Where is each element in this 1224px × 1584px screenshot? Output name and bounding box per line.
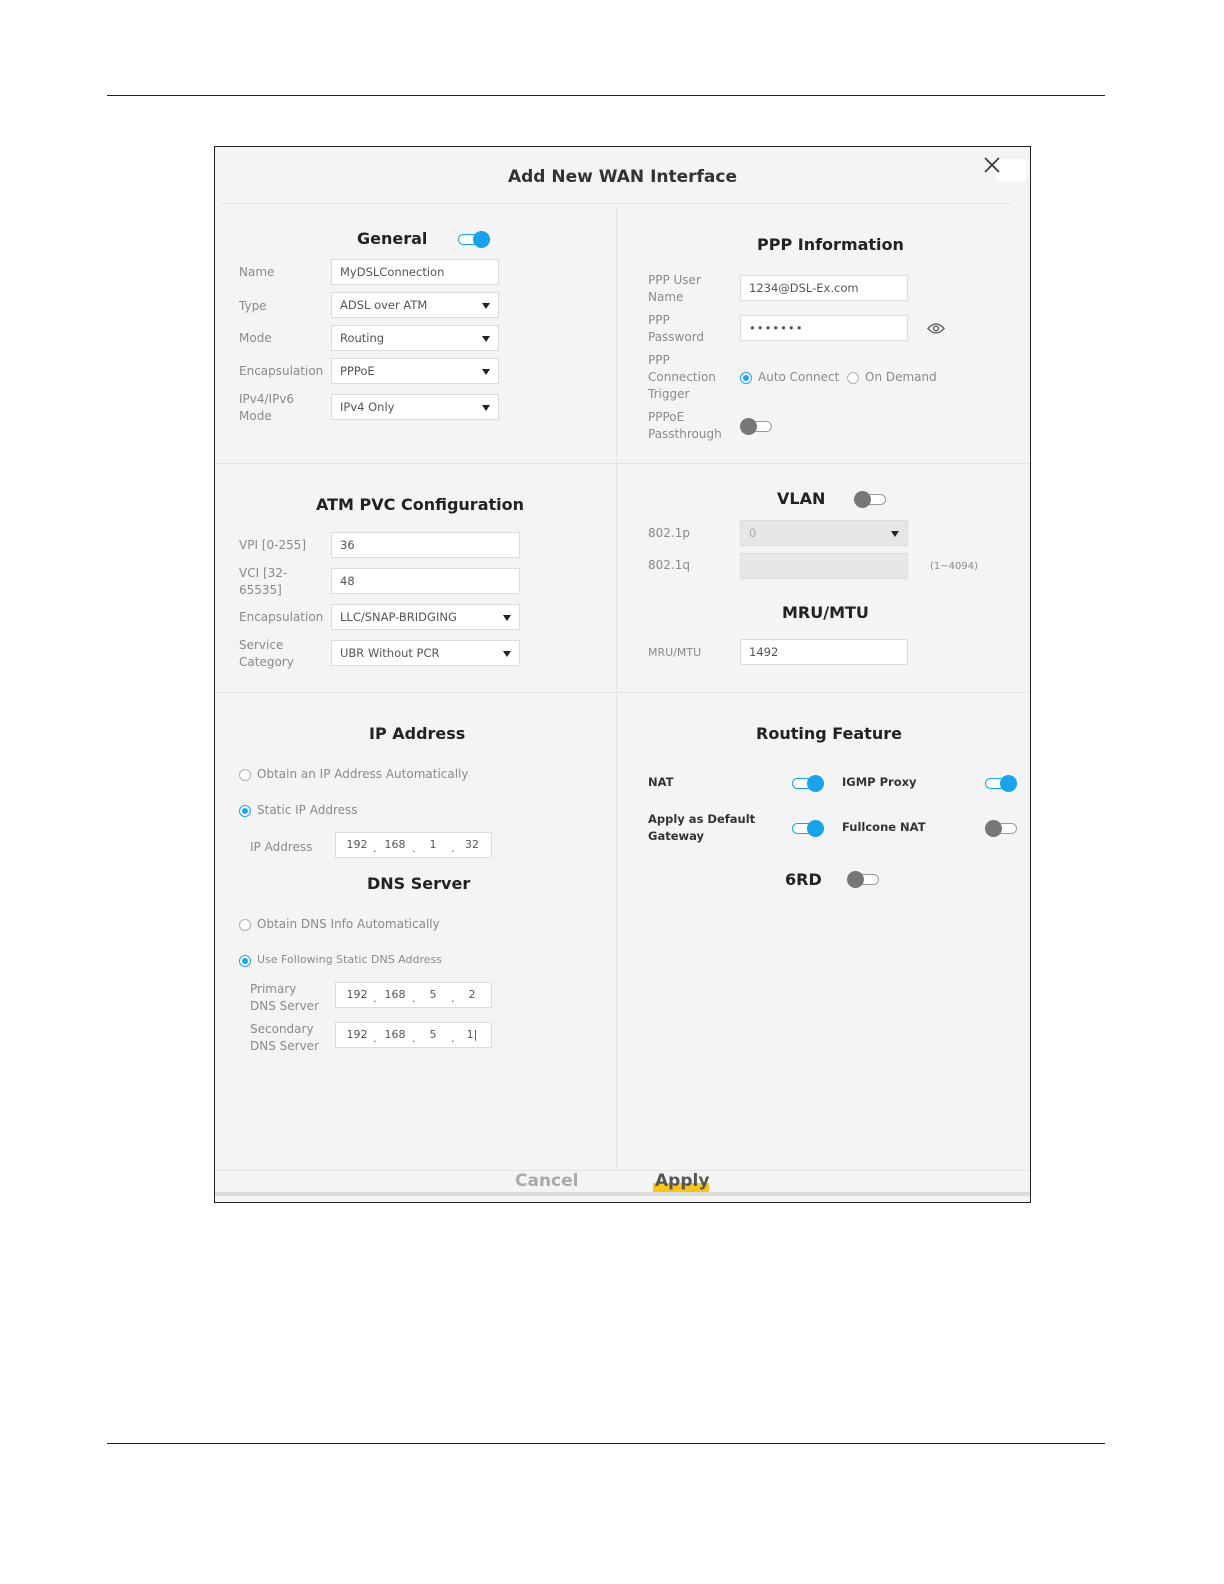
encapsulation-label: Encapsulation — [239, 364, 324, 378]
ppp-user-label: PPP User Name — [648, 273, 701, 304]
ip-address-label: IP Address — [250, 840, 313, 854]
general-title: General — [357, 229, 428, 248]
dialog-title: Add New WAN Interface — [507, 167, 738, 187]
name-label: Name — [239, 265, 275, 279]
on-demand-radio[interactable] — [847, 372, 859, 384]
chevron-down-icon — [482, 405, 490, 411]
igmp-proxy-label: IGMP Proxy — [842, 775, 917, 789]
ip-static-radio[interactable] — [239, 805, 251, 817]
vlan-8021q-range: (1~4094) — [930, 561, 978, 572]
nat-toggle[interactable] — [792, 775, 824, 791]
auto-connect-label: Auto Connect — [758, 370, 840, 384]
service-category-label: Service Category — [239, 638, 294, 669]
igmp-proxy-toggle[interactable] — [985, 775, 1017, 791]
chevron-down-icon — [482, 336, 490, 342]
primary-dns-label: Primary DNS Server — [250, 982, 319, 1013]
add-wan-dialog — [214, 146, 1031, 1203]
ppp-trigger-label: PPP Connection Trigger — [648, 353, 716, 401]
vlan-8021q-input[interactable] — [740, 553, 908, 579]
footer-bar — [215, 1192, 1030, 1196]
dns-title: DNS Server — [367, 874, 471, 893]
vlan-8021p-label: 802.1p — [648, 526, 690, 540]
vlan-8021p-value: 0 — [749, 526, 757, 540]
chevron-down-icon — [482, 303, 490, 309]
ip-dot: . — [373, 1032, 377, 1045]
default-gateway-label: Apply as Default Gateway — [648, 812, 756, 843]
atm-encapsulation-select[interactable] — [331, 604, 520, 630]
ip-octet-2[interactable]: 168 — [384, 838, 406, 851]
ip-version-select-value: IPv4 Only — [340, 400, 395, 414]
type-select[interactable] — [331, 292, 499, 318]
eye-icon[interactable] — [927, 322, 945, 335]
dns-auto-radio[interactable] — [239, 919, 251, 931]
vpi-label: VPI [0-255] — [239, 538, 307, 552]
chevron-down-icon — [503, 615, 511, 621]
secondary-dns-label: Secondary DNS Server — [250, 1022, 319, 1053]
row-divider-2 — [215, 692, 1031, 693]
pppoe-passthrough-toggle[interactable] — [740, 418, 772, 434]
atm-title: ATM PVC Configuration — [316, 495, 524, 514]
mode-label: Mode — [239, 331, 272, 345]
primary-dns-octet-4[interactable]: 2 — [468, 988, 476, 1001]
ppp-password-input[interactable]: ••••••• — [740, 315, 908, 341]
ip-dot: . — [373, 842, 377, 855]
encapsulation-select-value: PPPoE — [340, 364, 375, 378]
cancel-button[interactable]: Cancel — [515, 1171, 579, 1191]
secondary-dns-input[interactable] — [335, 1022, 492, 1048]
secondary-dns-octet-3[interactable]: 5 — [429, 1028, 437, 1041]
vlan-8021p-select[interactable] — [740, 520, 908, 546]
dns-static-label: Use Following Static DNS Address — [257, 953, 442, 966]
vlan-title: VLAN — [777, 489, 826, 508]
fullcone-nat-toggle[interactable] — [985, 820, 1017, 836]
service-category-select[interactable] — [331, 640, 520, 666]
ip-auto-label: Obtain an IP Address Automatically — [257, 767, 469, 781]
general-toggle[interactable] — [458, 231, 490, 247]
mode-select[interactable] — [331, 325, 499, 351]
type-select-value: ADSL over ATM — [340, 298, 428, 312]
page-header-rule — [107, 95, 1105, 96]
ip-address-title: IP Address — [369, 724, 466, 743]
dns-auto-label: Obtain DNS Info Automatically — [257, 917, 440, 931]
row-divider-1 — [215, 463, 1031, 464]
vci-input[interactable]: 48 — [331, 568, 520, 594]
mru-title: MRU/MTU — [782, 603, 869, 622]
auto-connect-radio[interactable] — [740, 372, 752, 384]
mru-input[interactable]: 1492 — [740, 639, 908, 665]
apply-button[interactable]: Apply — [655, 1171, 710, 1191]
type-label: Type — [239, 299, 267, 313]
ip-static-label: Static IP Address — [257, 803, 358, 817]
ip-octet-1[interactable]: 192 — [346, 838, 368, 851]
vpi-input[interactable]: 36 — [331, 532, 520, 558]
secondary-dns-octet-2[interactable]: 168 — [384, 1028, 406, 1041]
chevron-down-icon — [482, 369, 490, 375]
ip-dot: . — [412, 842, 416, 855]
ip-dot: . — [451, 1032, 455, 1045]
secondary-dns-octet-1[interactable]: 192 — [346, 1028, 368, 1041]
ppp-password-label: PPP Password — [648, 313, 705, 344]
name-input[interactable]: MyDSLConnection — [331, 259, 499, 285]
vlan-8021q-label: 802.1q — [648, 558, 690, 572]
ip-address-input[interactable] — [335, 832, 492, 858]
service-category-value: UBR Without PCR — [340, 646, 440, 660]
ip-version-label: IPv4/IPv6 Mode — [239, 392, 295, 423]
atm-encapsulation-label: Encapsulation — [239, 610, 324, 624]
primary-dns-octet-2[interactable]: 168 — [384, 988, 406, 1001]
ip-version-select[interactable] — [331, 394, 499, 420]
fullcone-nat-label: Fullcone NAT — [842, 820, 926, 834]
ip-dot: . — [451, 842, 455, 855]
column-divider — [616, 205, 617, 1170]
atm-encapsulation-value: LLC/SNAP-BRIDGING — [340, 610, 457, 624]
primary-dns-input[interactable] — [335, 982, 492, 1008]
chevron-down-icon — [503, 651, 511, 657]
on-demand-label: On Demand — [865, 370, 937, 384]
6rd-toggle[interactable] — [847, 871, 879, 887]
chevron-down-icon — [891, 531, 899, 537]
dns-static-radio[interactable] — [239, 955, 251, 967]
ip-dot: . — [451, 992, 455, 1005]
ip-dot: . — [412, 992, 416, 1005]
ip-octet-4[interactable]: 32 — [465, 838, 479, 851]
page-footer-rule — [107, 1443, 1105, 1444]
secondary-dns-octet-4[interactable]: 1| — [466, 1028, 478, 1041]
ppp-user-input[interactable]: 1234@DSL-Ex.com — [740, 275, 908, 301]
mru-label: MRU/MTU — [648, 646, 702, 659]
default-gateway-toggle[interactable] — [792, 820, 824, 836]
vci-label: VCI [32- 65535] — [239, 566, 288, 597]
encapsulation-select[interactable] — [331, 358, 499, 384]
6rd-label: 6RD — [785, 870, 822, 889]
ip-dot: . — [373, 992, 377, 1005]
ip-octet-3[interactable]: 1 — [429, 838, 437, 851]
pppoe-passthrough-label: PPPoE Passthrough — [648, 410, 722, 441]
vlan-toggle[interactable] — [854, 491, 886, 507]
ppp-title: PPP Information — [757, 235, 904, 254]
primary-dns-octet-1[interactable]: 192 — [346, 988, 368, 1001]
mode-select-value: Routing — [340, 331, 385, 345]
footer-divider — [215, 1170, 1031, 1171]
ip-dot: . — [412, 1032, 416, 1045]
primary-dns-octet-3[interactable]: 5 — [429, 988, 437, 1001]
nat-label: NAT — [648, 775, 674, 789]
ip-auto-radio[interactable] — [239, 769, 251, 781]
title-divider — [221, 203, 1011, 204]
routing-title: Routing Feature — [756, 724, 902, 743]
